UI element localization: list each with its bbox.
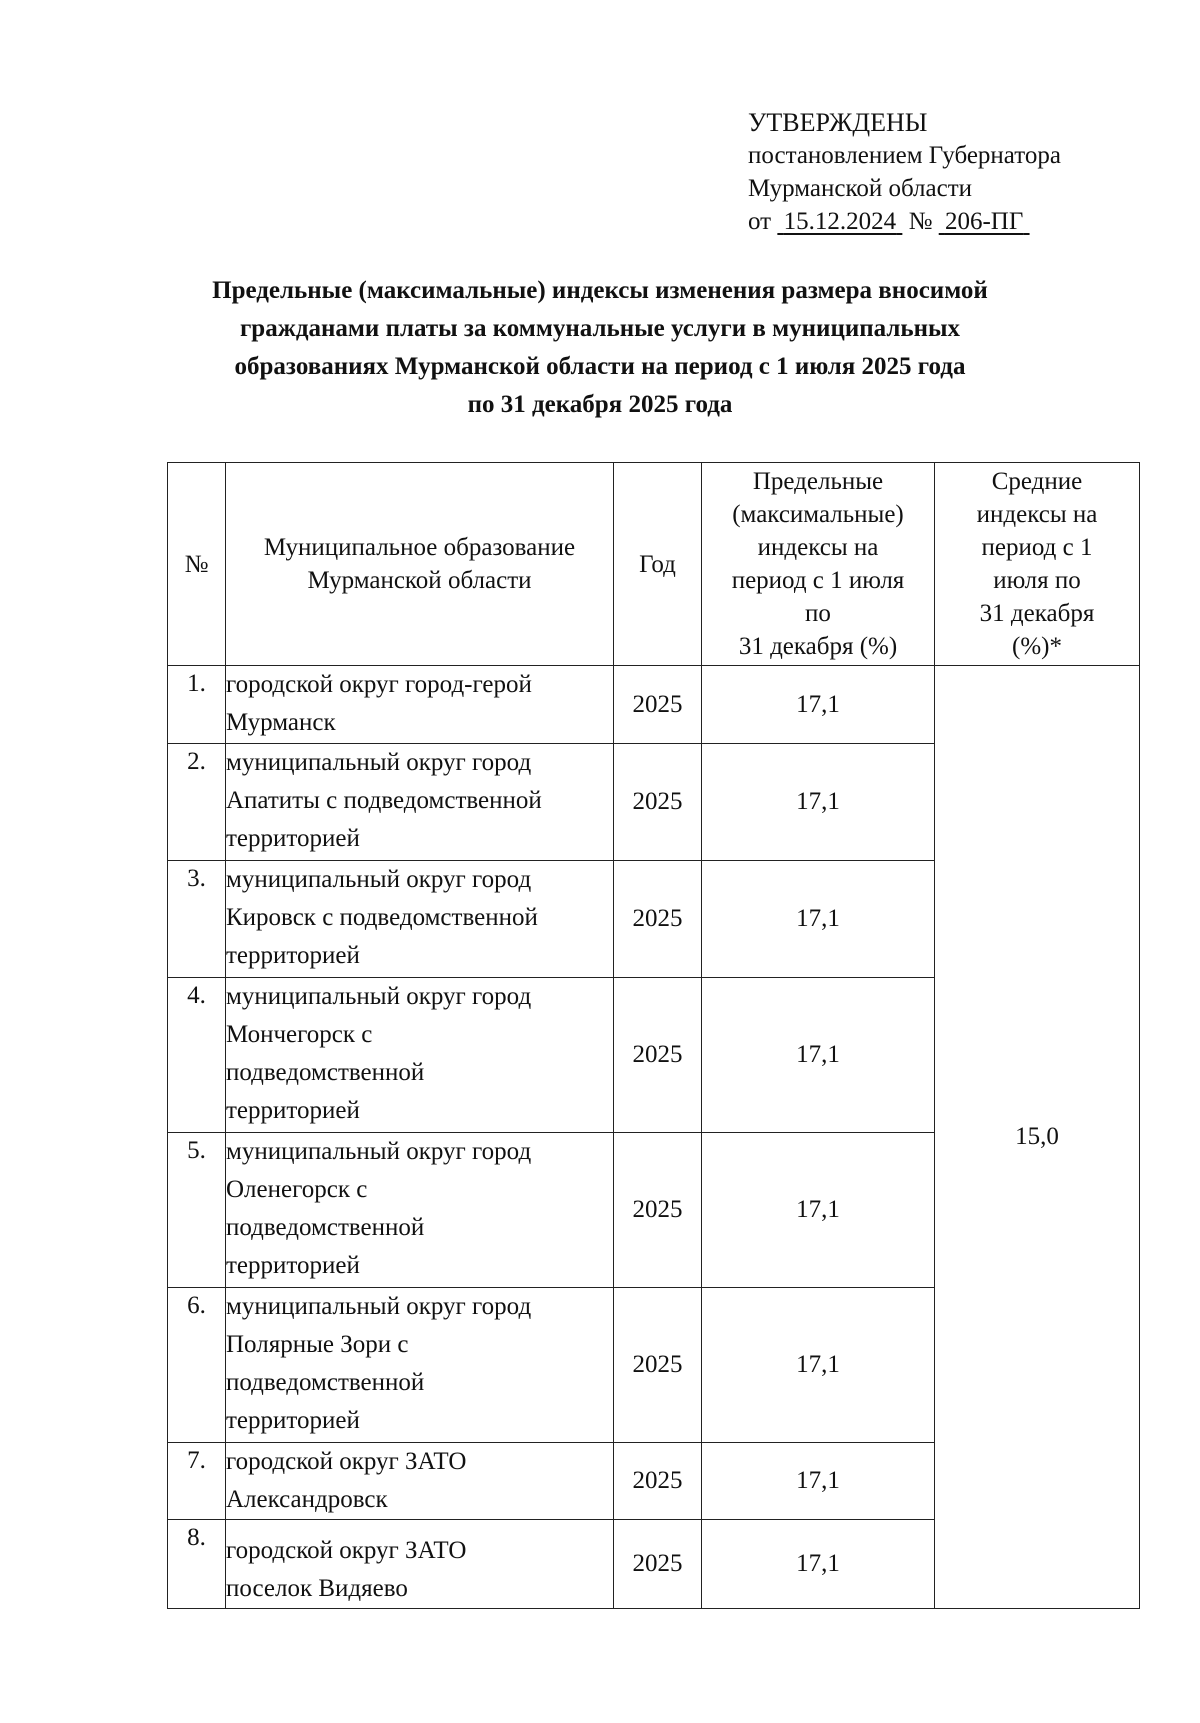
row-number: 4. (168, 978, 226, 1133)
row-limit-index: 17,1 (702, 861, 935, 978)
header-average-index: Средние индексы на период с 1 июля по 31 декабря (%)* (935, 463, 1140, 666)
approval-number: 206-ПГ (944, 208, 1024, 235)
title-line: по 31 декабря 2025 года (467, 391, 733, 418)
approval-block (748, 106, 1061, 238)
row-limit-index: 17,1 (702, 1288, 935, 1443)
municipality-name: муниципальный округ город Мончегорск с подведомственной территорией (226, 978, 614, 1133)
table-header-row (168, 463, 1140, 666)
row-year: 2025 (614, 978, 702, 1133)
row-year: 2025 (614, 1520, 702, 1609)
row-year: 2025 (614, 861, 702, 978)
municipality-name: муниципальный округ город Апатиты с подведомственной территорией (226, 744, 614, 861)
row-number: 6. (168, 1288, 226, 1443)
header-municipality: Муниципальное образование Мурманской области (226, 463, 614, 666)
header-number: № (168, 463, 226, 666)
row-limit-index: 17,1 (702, 666, 935, 744)
row-year: 2025 (614, 1288, 702, 1443)
approval-line-1: постановлением Губернатора (748, 142, 1061, 169)
approval-line-2: Мурманской области (748, 175, 973, 202)
municipality-name: муниципальный округ город Оленегорск с подведомственной территорией (226, 1133, 614, 1288)
table-row (168, 666, 1140, 744)
municipality-name: муниципальный округ город Кировск с подведомственной территорией (226, 861, 614, 978)
row-number: 7. (168, 1443, 226, 1520)
row-limit-index: 17,1 (702, 1133, 935, 1288)
row-limit-index: 17,1 (702, 1520, 935, 1609)
row-year: 2025 (614, 666, 702, 744)
row-number: 3. (168, 861, 226, 978)
average-index-value: 15,0 (935, 666, 1140, 1609)
row-limit-index: 17,1 (702, 744, 935, 861)
approval-heading: УТВЕРЖДЕНЫ (748, 108, 928, 137)
row-number: 2. (168, 744, 226, 861)
title-line: образованиях Мурманской области на период с 1 июля 2025 года (234, 353, 966, 380)
row-number: 5. (168, 1133, 226, 1288)
row-year: 2025 (614, 1443, 702, 1520)
approval-date-line (748, 205, 1061, 238)
row-number: 1. (168, 666, 226, 744)
title-line: Предельные (максимальные) индексы изменения размера вносимой (212, 277, 988, 304)
municipality-name: городской округ город-герой Мурманск (226, 666, 614, 744)
number-prefix: № (908, 208, 933, 235)
row-number: 8. (168, 1520, 226, 1609)
row-year: 2025 (614, 744, 702, 861)
row-limit-index: 17,1 (702, 978, 935, 1133)
header-year: Год (614, 463, 702, 666)
municipality-name: городской округ ЗАТО поселок Видяево (226, 1520, 614, 1609)
title-line: гражданами платы за коммунальные услуги в муниципальных (239, 315, 961, 342)
row-limit-index: 17,1 (702, 1443, 935, 1520)
municipality-name: городской округ ЗАТО Александровск (226, 1443, 614, 1520)
document-title (120, 272, 1080, 424)
municipality-name: муниципальный округ город Полярные Зори с подведомственной территорией (226, 1288, 614, 1443)
approval-date: 15.12.2024 (783, 208, 897, 235)
indices-table (167, 462, 1140, 1609)
row-year: 2025 (614, 1133, 702, 1288)
header-limit-index: Предельные (максимальные) индексы на период с 1 июля по 31 декабря (%) (702, 463, 935, 666)
date-prefix: от (748, 208, 772, 235)
